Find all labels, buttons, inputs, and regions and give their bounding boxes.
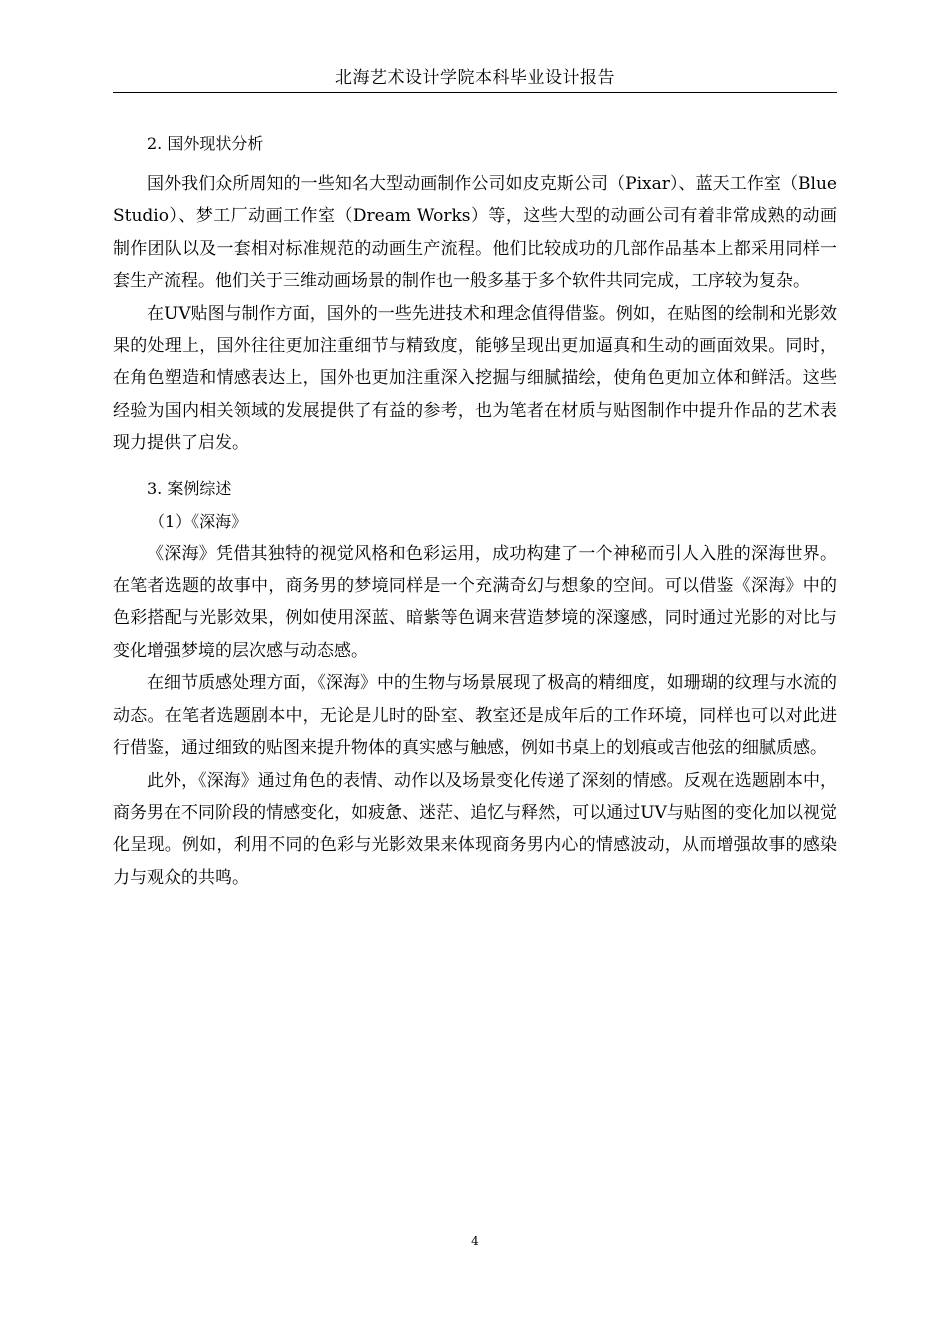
page-number: 4 <box>471 1234 479 1248</box>
header-divider <box>113 92 837 93</box>
paragraph: 此外，《深海》通过角色的表情、动作以及场景变化传递了深刻的情感。反观在选题剧本中，商务男在不同阶段的情感变化，如疲惫、迷茫、追忆与释然，可以通过UV与贴图的变化加以视觉化呈现。例如，利用不同的色彩与光影效果来体现商务男内心的情感波动，从而增强故事的感染力与观众的共鸣。 <box>113 770 837 888</box>
page-body <box>113 128 837 894</box>
paragraph: 在UV贴图与制作方面，国外的一些先进技术和理念值得借鉴。例如，在贴图的绘制和光影效果的处理上，国外往往更加注重细节与精致度，能够呈现出更加逼真和生动的画面效果。同时，在角色塑造和情感表达上，国外也更加注重深入挖掘与细腻描绘，使角色更加立体和鲜活。这些经验为国内相关领域的发展提供了有益的参考，也为笔者在材质与贴图制作中提升作品的艺术表现力提供了启发。 <box>113 303 837 454</box>
paragraph: 国外我们众所周知的一些知名大型动画制作公司如皮克斯公司（Pixar）、蓝天工作室（Blue Studio）、梦工厂动画工作室（Dream Works）等，这些大型的动画公司有着非常成熟的动画制作团队以及一套相对标准规范的动画生产流程。他们比较成功的几部作品基本上都采用同样一套生产流程。他们关于三维动画场景的制作也一般多基于多个软件共同完成，工序较为复杂。 <box>113 174 837 292</box>
section-heading-foreign-status: 2. 国外现状分析 <box>147 134 264 153</box>
sub-heading-shenhai: （1）《深海》 <box>149 511 248 531</box>
section-heading-case-review: 3. 案例综述 <box>147 478 232 498</box>
paragraph: 在细节质感处理方面，《深海》中的生物与场景展现了极高的精细度，如珊瑚的纹理与水流的动态。在笔者选题剧本中，无论是儿时的卧室、教室还是成年后的工作环境，同样也可以对此进行借鉴，通过细致的贴图来提升物体的真实感与触感，例如书桌上的划痕或吉他弦的细腻质感。 <box>113 673 837 759</box>
page-header-title: 北海艺术设计学院本科毕业设计报告 <box>335 68 615 88</box>
paragraph: 《深海》凭借其独特的视觉风格和色彩运用，成功构建了一个神秘而引人入胜的深海世界。在笔者选题的故事中，商务男的梦境同样是一个充满奇幻与想象的空间。可以借鉴《深海》中的色彩搭配与光影效果，例如使用深蓝、暗紫等色调来营造梦境的深邃感，同时通过光影的对比与变化增强梦境的层次感与动态感。 <box>113 543 837 661</box>
